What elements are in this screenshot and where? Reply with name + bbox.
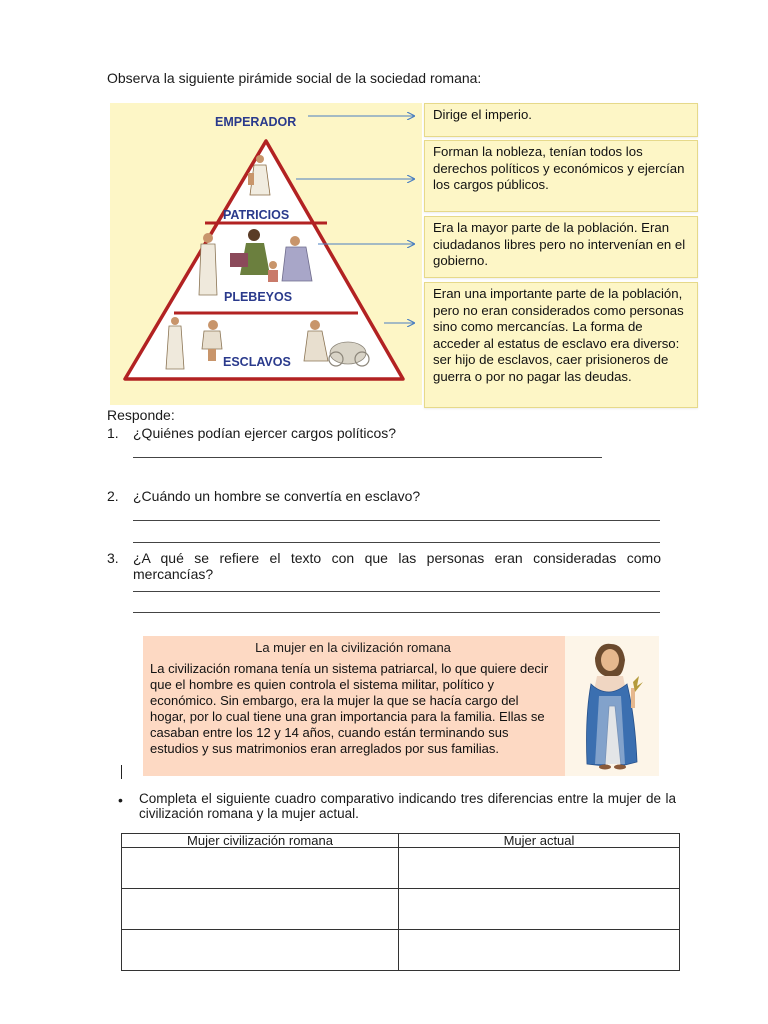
question-2-text: ¿Cuándo un hombre se convertía en esclavo? [133, 488, 421, 504]
bullet-icon: • [118, 792, 123, 808]
table-row [122, 930, 680, 971]
question-2-number: 2. [107, 488, 119, 504]
roman-woman-illustration [565, 636, 659, 776]
level-label-patricios: PATRICIOS [223, 208, 290, 222]
desc-esclavos: Eran una importante parte de la población, pero no eran considerados como personas sino como mercancías. La forma de acceder al estatus de esclavo era diverso: ser hijo de esclavos, caer prisioneros de guerra o por no pagar las deudas. [424, 282, 698, 408]
reading-title: La mujer en la civilización romana [255, 640, 451, 655]
answer-line-1[interactable] [133, 457, 602, 458]
answer-line-2b[interactable] [133, 542, 660, 543]
question-1-text: ¿Quiénes podían ejercer cargos políticos? [133, 425, 397, 441]
text-cursor [121, 765, 122, 779]
table-cell-roman-2[interactable] [122, 889, 399, 930]
desc-emperador: Dirige el imperio. [424, 103, 698, 137]
pyramid-arrows [290, 103, 430, 343]
desc-patricios: Forman la nobleza, tenían todos los derechos políticos y económicos y ejercían los cargos públicos. [424, 140, 698, 212]
table-cell-actual-2[interactable] [399, 889, 680, 930]
table-header-roman: Mujer civilización romana [122, 834, 399, 848]
intro-text: Observa la siguiente pirámide social de la sociedad romana: [107, 70, 482, 86]
table-cell-roman-3[interactable] [122, 930, 399, 971]
table-cell-actual-3[interactable] [399, 930, 680, 971]
table-cell-actual-1[interactable] [399, 848, 680, 889]
question-3-text: ¿A qué se refiere el texto con que las personas eran consideradas como mercancías? [133, 550, 661, 582]
level-label-esclavos: ESCLAVOS [223, 355, 291, 369]
table-cell-roman-1[interactable] [122, 848, 399, 889]
responde-label: Responde: [107, 407, 175, 423]
table-row [122, 848, 680, 889]
answer-line-3a[interactable] [133, 591, 660, 592]
reading-text: La civilización romana tenía un sistema patriarcal, lo que quiere decir que el hombre es quien controla el sistema militar, político y económico. Sin embargo, era la mujer la que se hacía cargo del hogar, por lo cual tiene una gran importancia para la familia. Ellas se casaban entre los 12 y 14 años, cuando están terminando sus estudios y sus matrimonios eran arreglados por sus familias. [150, 661, 549, 756]
comparison-table [121, 833, 680, 971]
question-1-number: 1. [107, 425, 119, 441]
instruction-text: Completa el siguiente cuadro comparativo indicando tres diferencias entre la mujer de la civilización romana y la mujer actual. [139, 791, 676, 821]
desc-plebeyos: Era la mayor parte de la población. Eran ciudadanos libres pero no intervenían en el gobierno. [424, 216, 698, 278]
question-3-number: 3. [107, 550, 119, 566]
answer-line-2a[interactable] [133, 520, 660, 521]
roman-woman-image [565, 636, 659, 776]
table-header-actual: Mujer actual [399, 834, 680, 848]
table-row [122, 889, 680, 930]
level-label-plebeyos: PLEBEYOS [224, 290, 293, 304]
level-label-emperador: EMPERADOR [215, 115, 297, 129]
answer-line-3b[interactable] [133, 612, 660, 613]
